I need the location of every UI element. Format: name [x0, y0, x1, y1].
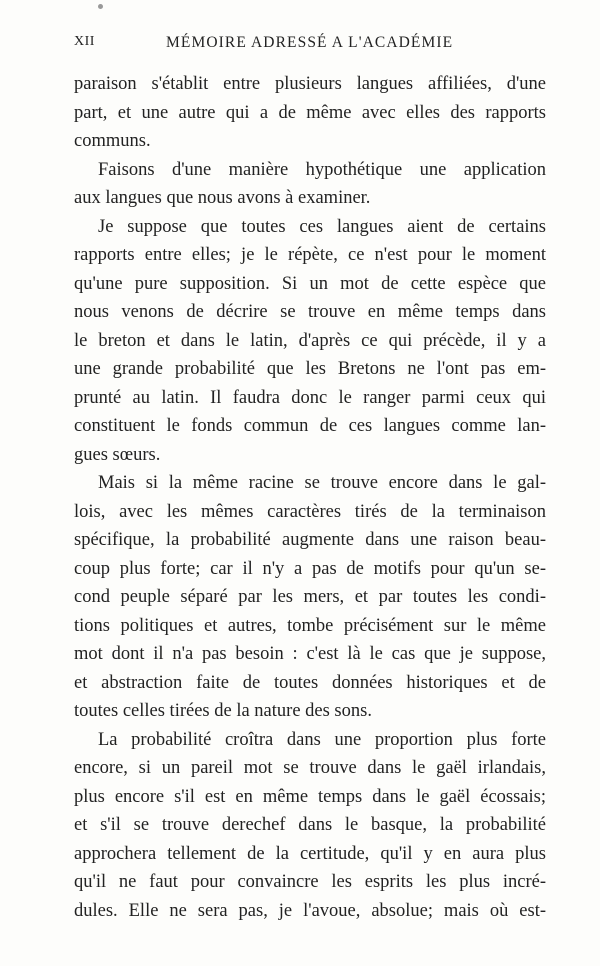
text-line: spécifique, la probabilité augmente dans une raison beau- — [74, 530, 546, 550]
text-line: plus encore s'il est en même temps dans le gaël écossais; — [74, 786, 546, 807]
text-line: gues sœurs. — [74, 444, 161, 465]
text-line: prunté au latin. Il faudra donc le ranger parmi ceux qui — [74, 387, 546, 408]
text-line: approchera tellement de la certitude, qu'il y en aura plus — [74, 843, 546, 864]
running-title: MÉMOIRE ADRESSÉ A L'ACADÉMIE — [166, 34, 454, 51]
paragraph-start-line: Je suppose que toutes ces langues aient de certains — [98, 216, 546, 237]
paragraph-start-line: La probabilité croîtra dans une proportion plus forte — [98, 729, 546, 750]
page-header — [74, 34, 544, 58]
text-line: encore, si un pareil mot se trouve dans le gaël irlandais, — [74, 758, 546, 778]
paragraph-start-line: Faisons d'une manière hypothétique une application — [98, 159, 546, 180]
text-line: toutes celles tirées de la nature des sons. — [74, 701, 372, 721]
text-line: le breton et dans le latin, d'après ce qui précède, il y a — [74, 330, 546, 351]
text-line: dules. Elle ne sera pas, je l'avoue, absolue; mais où est- — [74, 900, 546, 921]
text-line: part, et une autre qui a de même avec elles des rapports — [74, 102, 546, 123]
page-speck — [98, 4, 103, 9]
text-line: tions politiques et autres, tombe précisément sur le même — [74, 615, 546, 636]
text-line: nous venons de décrire se trouve en même temps dans — [74, 302, 546, 322]
text-line: cond peuple séparé par les mers, et par toutes les condi- — [74, 587, 546, 607]
text-line: qu'il ne faut pour convaincre les esprits les plus incré- — [74, 872, 546, 892]
text-line: lois, avec les mêmes caractères tirés de la terminaison — [74, 501, 546, 522]
text-line: constituent le fonds commun de ces langues comme lan- — [74, 416, 546, 436]
text-line: mot dont il n'a pas besoin : c'est là le cas que je suppose, — [74, 644, 546, 664]
paragraph-start-line: Mais si la même racine se trouve encore dans le gal- — [98, 473, 546, 493]
page-number: XII — [74, 34, 95, 49]
text-line: communs. — [74, 131, 151, 151]
text-line: aux langues que nous avons à examiner. — [74, 188, 371, 208]
body-text — [74, 70, 546, 925]
text-line: qu'une pure supposition. Si un mot de cette espèce que — [74, 273, 546, 294]
text-line: rapports entre elles; je le répète, ce n'est pour le moment — [74, 245, 546, 265]
text-line: et abstraction faite de toutes données historiques et de — [74, 672, 546, 693]
text-line: une grande probabilité que les Bretons ne l'ont pas em- — [74, 359, 546, 379]
text-line: paraison s'établit entre plusieurs langues affiliées, d'une — [74, 74, 546, 94]
text-line: coup plus forte; car il n'y a pas de motifs pour qu'un se- — [74, 558, 546, 579]
text-line: et s'il se trouve derechef dans le basque, la probabilité — [74, 815, 546, 835]
